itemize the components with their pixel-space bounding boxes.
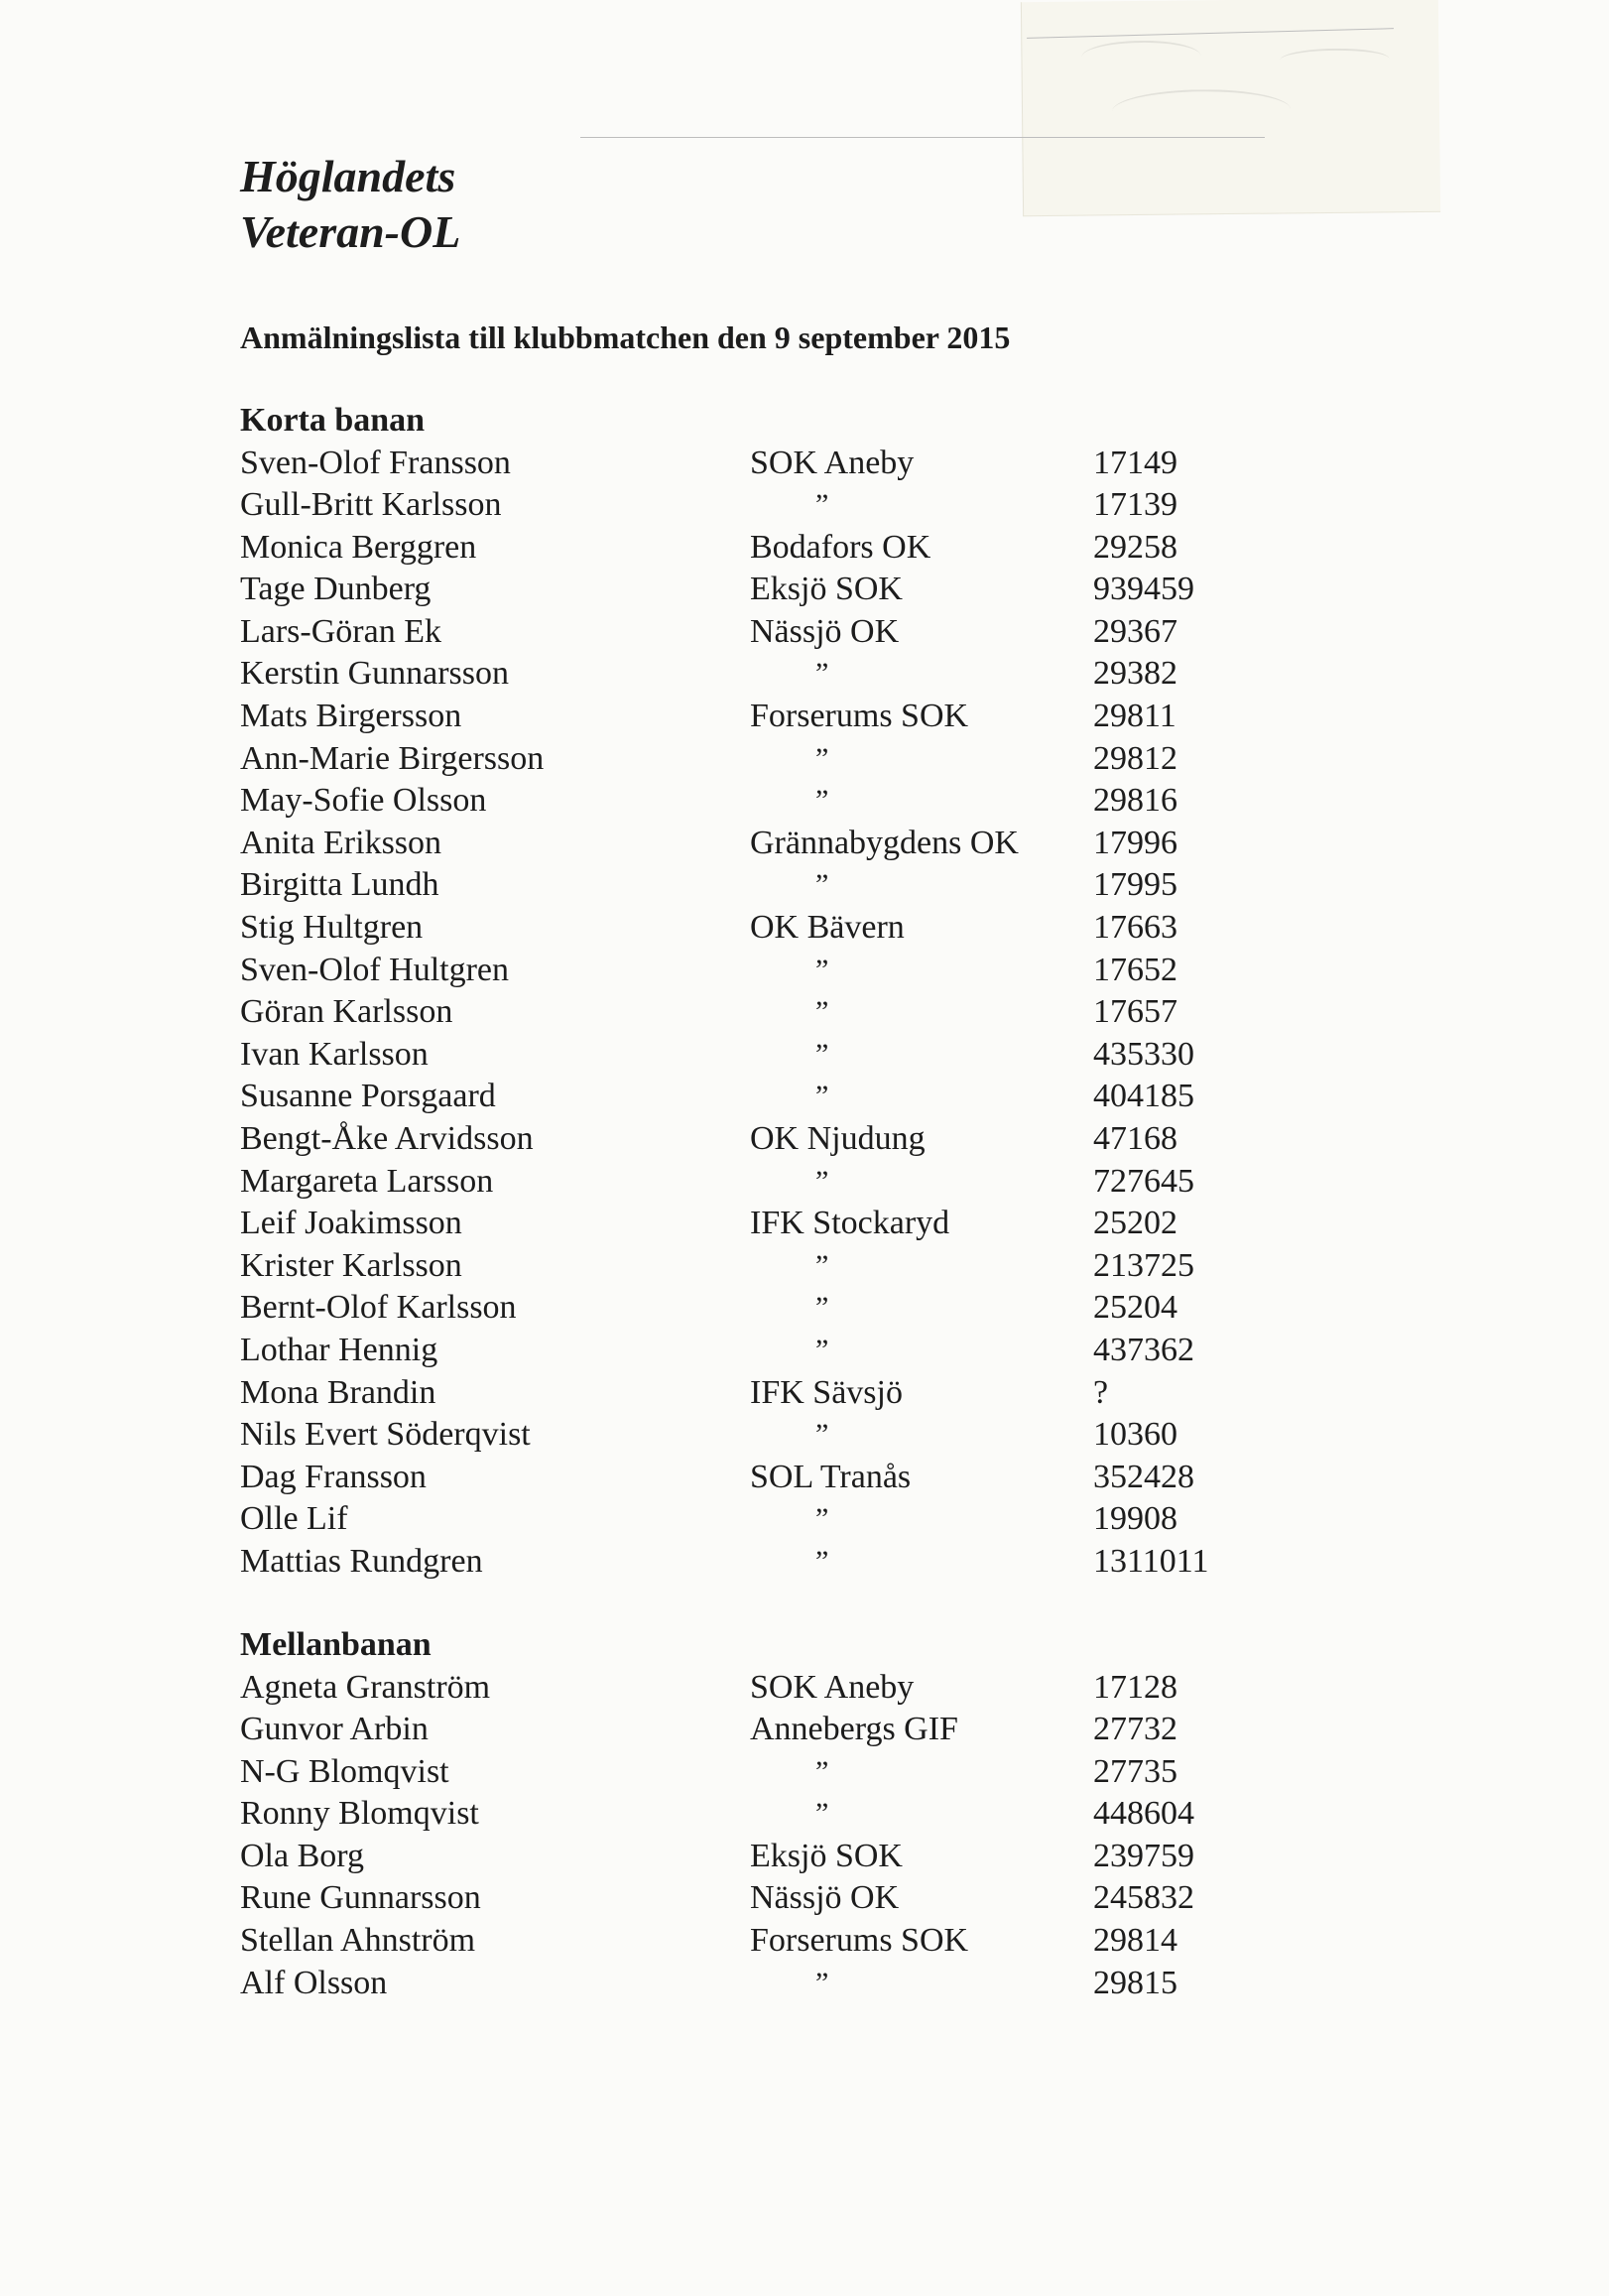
entry-number: 29367: [1093, 612, 1177, 650]
entry-number: ?: [1093, 1373, 1109, 1411]
entry-name: Gunvor Arbin: [240, 1711, 429, 1748]
entry-club: ”: [815, 1966, 829, 1999]
entry-name: Monica Berggren: [240, 528, 477, 566]
entry-number: 29258: [1093, 528, 1177, 566]
entry-number: 29382: [1093, 655, 1177, 693]
entry-name: Dag Fransson: [240, 1458, 427, 1495]
entry-number: 17149: [1093, 444, 1177, 481]
entry-row: [240, 907, 1177, 950]
entry-row: [240, 696, 1176, 738]
entry-name: Krister Karlsson: [240, 1246, 462, 1284]
entry-row: [240, 1287, 1177, 1330]
entry-number: 448604: [1093, 1795, 1194, 1833]
entry-name: Ronny Blomqvist: [240, 1795, 479, 1833]
entry-number: 25204: [1093, 1289, 1177, 1327]
entry-club: Forserums SOK: [750, 698, 969, 735]
entry-row: [240, 1203, 1177, 1245]
entry-row: [240, 1161, 1194, 1204]
entry-number: 17139: [1093, 486, 1177, 524]
entry-club: Forserums SOK: [750, 1922, 969, 1960]
entry-name: Bernt-Olof Karlsson: [240, 1289, 517, 1327]
entry-number: 17652: [1093, 951, 1177, 988]
entry-club: Nässjö OK: [750, 1879, 900, 1917]
entry-row: [240, 569, 1194, 611]
entry-club: ”: [815, 1333, 829, 1366]
entry-number: 29811: [1093, 698, 1176, 735]
entry-club: SOL Tranås: [750, 1458, 912, 1495]
entry-row: [240, 611, 1177, 654]
section-mellanbanan: [240, 1624, 1194, 2004]
entry-name: Stig Hultgren: [240, 909, 424, 947]
entry-club: ”: [815, 657, 829, 691]
entry-row: [240, 527, 1177, 570]
entry-row: [240, 1372, 1109, 1415]
entry-row: [240, 991, 1177, 1034]
entry-row: [240, 1076, 1194, 1118]
entry-club: ”: [815, 1248, 829, 1282]
entry-club: ”: [815, 1754, 829, 1788]
entry-row: [240, 1920, 1177, 1963]
entry-number: 29816: [1093, 782, 1177, 820]
entry-row: [240, 1330, 1194, 1372]
entry-name: Bengt-Åke Arvidsson: [240, 1120, 534, 1157]
entry-number: 727645: [1093, 1162, 1194, 1200]
entry-number: 437362: [1093, 1331, 1194, 1368]
scan-line-mid: [580, 137, 1265, 138]
entry-row: [240, 484, 1177, 527]
entry-number: 10360: [1093, 1416, 1177, 1454]
entry-row: [240, 443, 1177, 485]
entry-number: 17995: [1093, 866, 1177, 904]
entry-name: Mona Brandin: [240, 1373, 436, 1411]
entry-club: ”: [815, 741, 829, 775]
entry-name: Stellan Ahnström: [240, 1922, 476, 1960]
entry-row: [240, 653, 1177, 696]
entry-number: 47168: [1093, 1120, 1177, 1157]
entry-name: Sven-Olof Hultgren: [240, 951, 510, 988]
entry-row: [240, 1877, 1194, 1920]
entry-row: [240, 1709, 1177, 1751]
entry-number: 939459: [1093, 571, 1194, 608]
entry-number: 25202: [1093, 1205, 1177, 1242]
entry-name: Leif Joakimsson: [240, 1205, 462, 1242]
entry-name: Lothar Hennig: [240, 1331, 438, 1368]
entry-club: ”: [815, 868, 829, 902]
entry-number: 19908: [1093, 1500, 1177, 1538]
entry-club: ”: [815, 1291, 829, 1325]
entry-row: [240, 1751, 1177, 1794]
entry-club: SOK Aneby: [750, 1668, 915, 1706]
entry-number: 1311011: [1093, 1542, 1209, 1580]
entry-number: 17663: [1093, 909, 1177, 947]
entry-name: Mats Birgersson: [240, 698, 462, 735]
document-heading: Anmälningslista till klubbmatchen den 9 september 2015: [240, 319, 1011, 355]
entry-club: Eksjö SOK: [750, 571, 903, 608]
entry-row: [240, 823, 1177, 865]
entry-name: Tage Dunberg: [240, 571, 432, 608]
entry-club: ”: [815, 1502, 829, 1536]
entry-name: Nils Evert Söderqvist: [240, 1416, 531, 1454]
entry-name: May-Sofie Olsson: [240, 782, 487, 820]
entry-club: ”: [815, 1418, 829, 1452]
entry-name: Mattias Rundgren: [240, 1542, 483, 1580]
entry-name: Lars-Göran Ek: [240, 612, 441, 650]
entry-name: Birgitta Lundh: [240, 866, 439, 904]
entry-number: 17996: [1093, 824, 1177, 861]
entry-row: [240, 950, 1177, 992]
entry-name: Agneta Granström: [240, 1668, 491, 1706]
entry-number: 29814: [1093, 1922, 1177, 1960]
entry-row: [240, 1836, 1194, 1878]
entry-name: Anita Eriksson: [240, 824, 442, 861]
entry-name: Rune Gunnarsson: [240, 1879, 481, 1917]
entry-row: [240, 1963, 1177, 2005]
entry-club: ”: [815, 488, 829, 522]
section-title: Korta banan: [240, 402, 426, 439]
entry-number: 27732: [1093, 1711, 1177, 1748]
entry-club: Annebergs GIF: [750, 1711, 958, 1748]
entry-row: [240, 1667, 1177, 1710]
entry-number: 352428: [1093, 1458, 1194, 1495]
entry-name: Ola Borg: [240, 1837, 364, 1874]
entry-club: ”: [815, 1544, 829, 1578]
entry-name: N-G Blomqvist: [240, 1752, 449, 1790]
entry-name: Kerstin Gunnarsson: [240, 655, 510, 693]
entry-club: ”: [815, 953, 829, 986]
entry-club: Nässjö OK: [750, 612, 900, 650]
entry-name: Gull-Britt Karlsson: [240, 486, 502, 524]
entry-club: ”: [815, 995, 829, 1029]
entry-row: [240, 1245, 1194, 1288]
entry-club: IFK Stockaryd: [750, 1205, 950, 1242]
entry-row: [240, 1457, 1194, 1499]
entry-row: [240, 780, 1177, 823]
entry-number: 213725: [1093, 1246, 1194, 1284]
entry-name: Ann-Marie Birgersson: [240, 739, 545, 777]
entry-name: Margareta Larsson: [240, 1162, 494, 1200]
entry-row: [240, 1498, 1177, 1541]
entry-club: ”: [815, 784, 829, 818]
entry-name: Ivan Karlsson: [240, 1035, 429, 1073]
entry-number: 29812: [1093, 739, 1177, 777]
entry-number: 239759: [1093, 1837, 1194, 1874]
entry-number: 27735: [1093, 1752, 1177, 1790]
entry-club: ”: [815, 1797, 829, 1831]
entry-club: ”: [815, 1164, 829, 1198]
entry-number: 245832: [1093, 1879, 1194, 1917]
org-title-line2: Veteran-OL: [240, 206, 461, 257]
entry-row: [240, 1541, 1209, 1584]
entry-club: ”: [815, 1037, 829, 1071]
entry-number: 17657: [1093, 993, 1177, 1031]
entry-club: OK Bävern: [750, 909, 905, 947]
entry-row: [240, 1034, 1194, 1077]
entry-name: Alf Olsson: [240, 1964, 388, 2001]
entry-club: SOK Aneby: [750, 444, 915, 481]
entry-name: Susanne Porsgaard: [240, 1078, 496, 1115]
entry-row: [240, 1118, 1177, 1161]
org-title-line1: Höglandets: [240, 151, 456, 201]
entry-list: [240, 1667, 1194, 2005]
entry-number: 29815: [1093, 1964, 1177, 2001]
entry-row: [240, 1793, 1194, 1836]
entry-name: Olle Lif: [240, 1500, 348, 1538]
section-title: Mellanbanan: [240, 1626, 432, 1663]
entry-row: [240, 1414, 1177, 1457]
entry-name: Göran Karlsson: [240, 993, 453, 1031]
entry-number: 435330: [1093, 1035, 1194, 1073]
section-korta-banan: [240, 400, 1209, 1584]
entry-row: [240, 864, 1177, 907]
entry-club: Grännabygdens OK: [750, 824, 1019, 861]
entry-number: 17128: [1093, 1668, 1177, 1706]
org-title-block: [240, 149, 460, 260]
entry-club: ”: [815, 1080, 829, 1113]
entry-number: 404185: [1093, 1078, 1194, 1115]
entry-club: Eksjö SOK: [750, 1837, 903, 1874]
entry-club: IFK Sävsjö: [750, 1373, 903, 1411]
entry-name: Sven-Olof Fransson: [240, 444, 511, 481]
entry-row: [240, 738, 1177, 781]
entry-list: [240, 443, 1209, 1584]
entry-club: OK Njudung: [750, 1120, 926, 1157]
entry-club: Bodafors OK: [750, 528, 931, 566]
